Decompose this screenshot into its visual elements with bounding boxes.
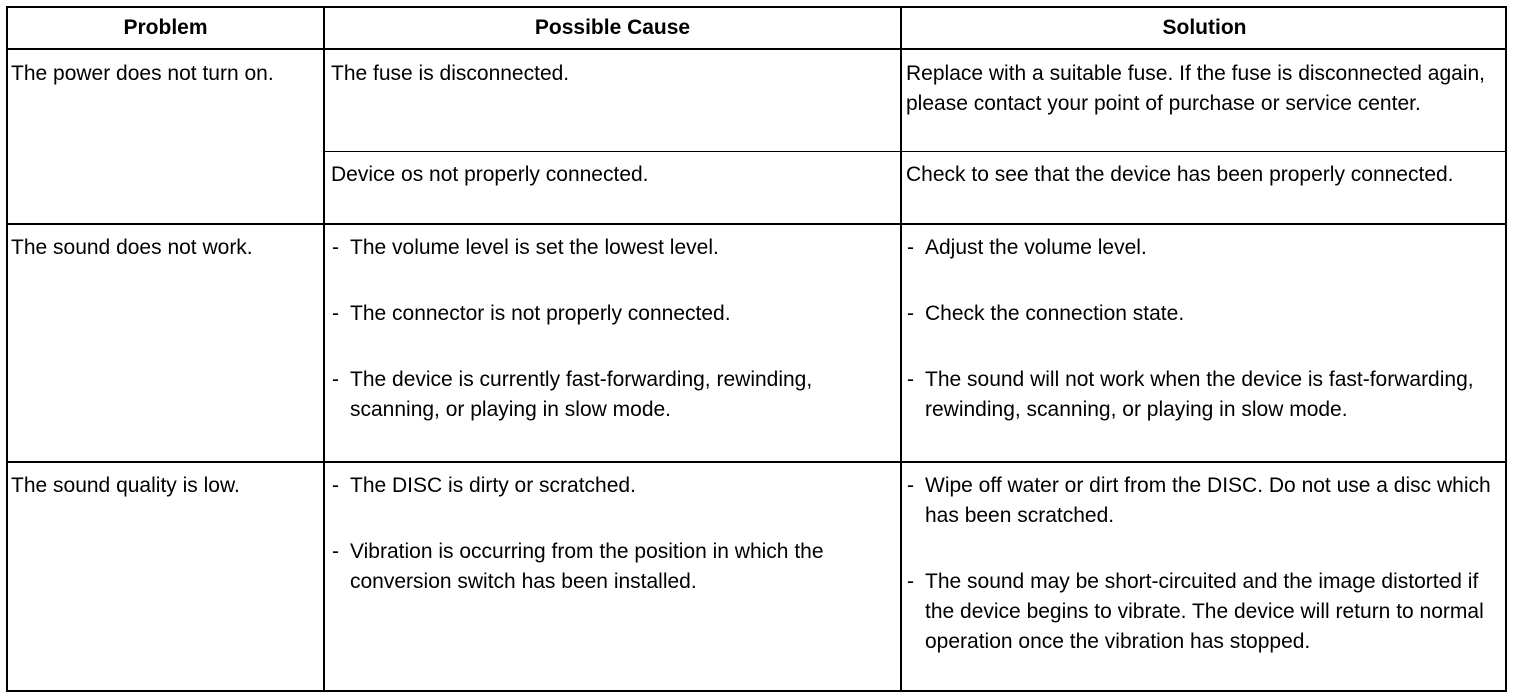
cause-item [332,537,892,597]
bullet-dash: - [332,368,339,391]
cause-cell: The fuse is disconnected. [331,62,570,85]
bullet-dash: - [907,302,914,325]
header-divider [8,48,1505,50]
solution-cell: Replace with a suitable fuse. If the fuse is disconnected again, please contact your point of purchase or service center. [906,62,1486,115]
cause-item [332,233,892,263]
solution-text: The sound may be short-circuited and the image distorted if the device begins to vibrate. The device will return to normal operation once the vibration has stopped. [925,570,1484,653]
solution-cell: Check to see that the device has been properly connected. [906,163,1454,186]
column-divider [900,8,902,690]
bullet-dash: - [332,540,339,563]
cause-text: The connector is not properly connected. [350,302,731,325]
cause-item [332,299,892,329]
header-solution: Solution [1162,16,1247,39]
cause-text: The DISC is dirty or scratched. [350,474,636,497]
cause-item [332,471,892,501]
column-divider [323,8,325,690]
problem-cell: The sound quality is low. [11,474,240,497]
bullet-dash: - [907,474,914,497]
cause-text: The device is currently fast-forwarding, rewinding, scanning, or playing in slow mode. [350,368,813,421]
bullet-dash: - [332,474,339,497]
header-problem: Problem [123,16,208,39]
solution-item [907,299,1497,329]
cause-cell: Device os not properly connected. [331,163,649,186]
cause-text: Vibration is occurring from the position in which the conversion switch has been installed. [350,540,824,593]
header-possible-cause: Possible Cause [534,16,691,39]
solution-item [907,365,1487,425]
bullet-dash: - [907,368,914,391]
bullet-dash: - [332,236,339,259]
row-divider [8,461,1505,463]
solution-item [907,471,1497,531]
bullet-dash: - [907,570,914,593]
problem-cell: The sound does not work. [11,236,253,259]
solution-text: Wipe off water or dirt from the DISC. Do not use a disc which has been scratched. [925,474,1491,527]
solution-text: Check the connection state. [925,302,1185,325]
sub-row-divider [324,151,1505,152]
cause-text: The volume level is set the lowest level. [350,236,719,259]
bullet-dash: - [907,236,914,259]
row-divider [8,223,1505,225]
solution-item [907,233,1497,263]
problem-cell: The power does not turn on. [11,62,274,85]
cause-item [332,365,882,425]
solution-item [907,567,1497,657]
bullet-dash: - [332,302,339,325]
troubleshooting-table [6,6,1507,692]
solution-text: The sound will not work when the device is fast-forwarding, rewinding, scanning, or playing in slow mode. [925,368,1474,421]
solution-text: Adjust the volume level. [925,236,1147,259]
